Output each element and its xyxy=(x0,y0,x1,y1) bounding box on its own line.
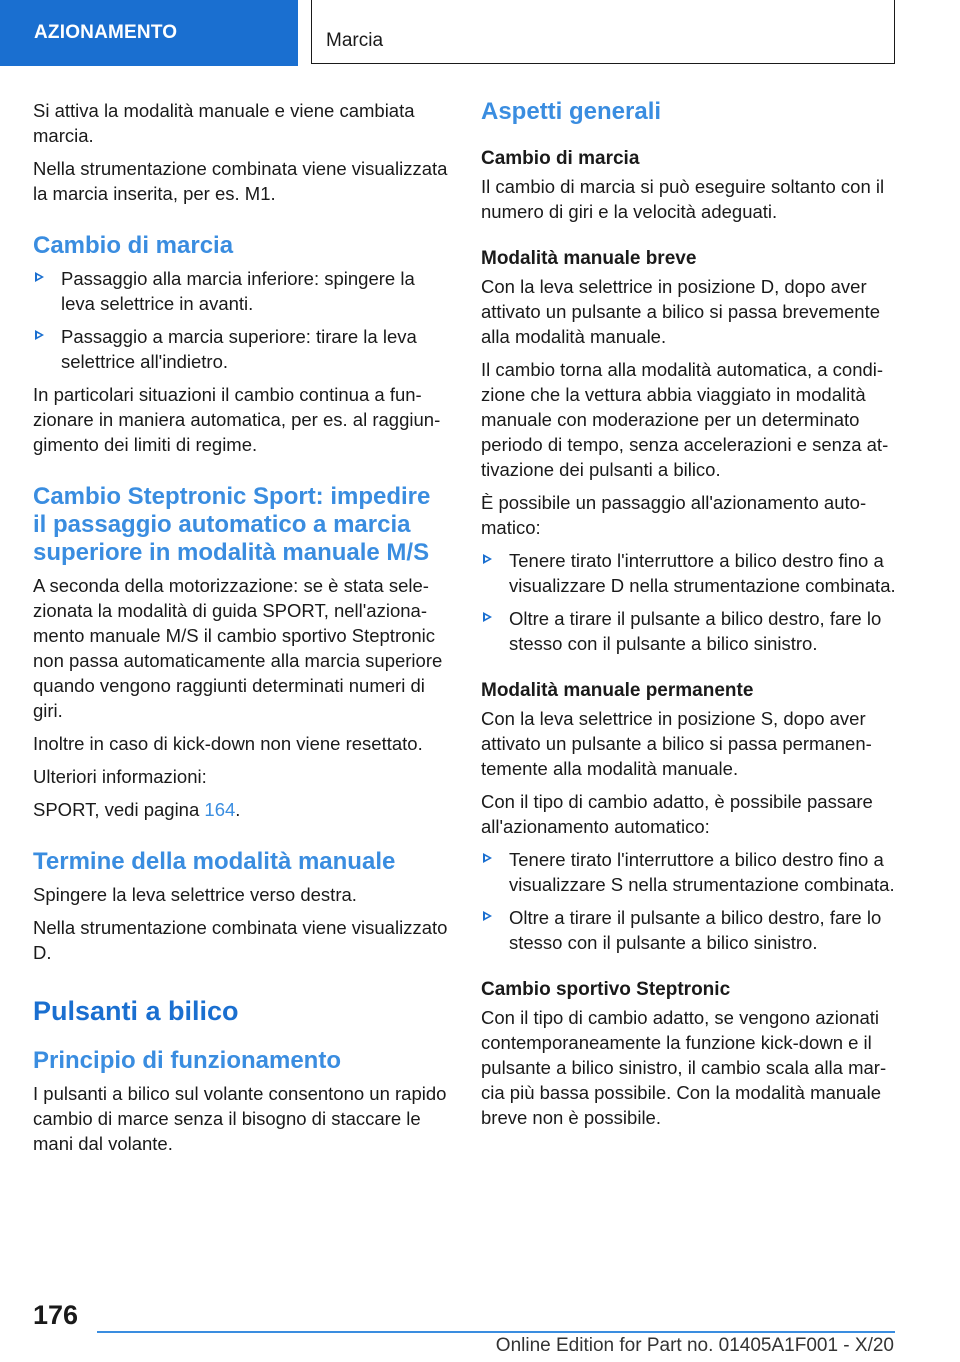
bullet-list xyxy=(33,266,448,374)
triangle-bullet-icon xyxy=(35,330,44,340)
page-link[interactable]: 164 xyxy=(204,799,236,820)
list-item: Tenere tirato l'interruttore a bilico destro fino a visualizzare D nella strumentazione combinata. xyxy=(481,548,896,598)
paragraph: Con il tipo di cambio adatto, se vengono azionati contemporaneamente la funzione kick-down e il pulsante a bilico sinistro, il cambio scala alla marcia più bassa possibile. Con la modalità manuale breve non è possibile. xyxy=(481,1007,887,1128)
heading-steptronic-sport: Cambio Steptronic Sport: impedire il passaggio automatico a marcia superiore in modalità manuale M/S xyxy=(33,483,431,566)
list-item: Passaggio alla marcia inferiore: spingere la leva selettrice in avanti. xyxy=(33,266,448,316)
paragraph: A seconda della motorizzazione: se è stata selezionata la modalità di guida SPORT, nell'azionamento manuale M/S il cambio sportivo Steptronic non passa automaticamente alla marcia superiore quando vengono raggiunti determinati numeri di giri. xyxy=(33,575,443,721)
chapter-title: Marcia xyxy=(311,0,895,64)
paragraph: Con il tipo di cambio adatto, è possibile passare all'azionamento automatico: xyxy=(481,791,873,837)
paragraph: Il cambio torna alla modalità automatica, a condizione che la vettura abbia viaggiato in modalità manuale con moderazione per un determinato periodo di tempo, senza accelerazioni e senza attivazione dei pulsanti a bilico. xyxy=(481,359,889,480)
right-column xyxy=(481,98,896,1138)
paragraph: Ulteriori informazioni: xyxy=(33,766,207,787)
paragraph: Inoltre in caso di kick-down non viene resettato. xyxy=(33,733,423,754)
heading-termine-modalita-manuale: Termine della modalità manuale xyxy=(33,848,396,875)
left-column xyxy=(33,98,448,1164)
heading-pulsanti-a-bilico: Pulsanti a bilico xyxy=(33,996,239,1026)
triangle-bullet-icon xyxy=(483,853,492,863)
page-header xyxy=(0,0,960,66)
paragraph: Nella strumentazione combinata viene visualizzato D. xyxy=(33,917,448,963)
paragraph: Si attiva la modalità manuale e viene cambiata marcia. xyxy=(33,100,415,146)
triangle-bullet-icon xyxy=(35,272,44,282)
footer-divider xyxy=(97,1331,895,1333)
paragraph: È possibile un passaggio all'azionamento automatico: xyxy=(481,492,867,538)
paragraph: SPORT, vedi pagina 164. xyxy=(33,799,241,820)
page-number: 176 xyxy=(33,1300,79,1330)
paragraph: Spingere la leva selettrice verso destra. xyxy=(33,884,357,905)
paragraph: Con la leva selettrice in posizione D, dopo aver attivato un pulsante a bilico si passa brevemente alla modalità manuale. xyxy=(481,276,881,347)
list-item: Tenere tirato l'interruttore a bilico destro fino a visualizzare S nella strumentazione combinata. xyxy=(481,847,896,897)
triangle-bullet-icon xyxy=(483,911,492,921)
paragraph: In particolari situazioni il cambio continua a funzionare in maniera automatica, per es. al raggiungimento dei limiti di regime. xyxy=(33,384,441,455)
subheading-modalita-manuale-breve: Modalità manuale breve xyxy=(481,248,697,269)
triangle-bullet-icon xyxy=(483,612,492,622)
paragraph: Con la leva selettrice in posizione S, dopo aver attivato un pulsante a bilico si passa permanentemente alla modalità manuale. xyxy=(481,708,872,779)
paragraph: Nella strumentazione combinata viene visualizzata la marcia inserita, per es. M1. xyxy=(33,158,448,204)
list-item: Oltre a tirare il pulsante a bilico destro, fare lo stesso con il pulsante a bilico sinistro. xyxy=(481,606,896,656)
bullet-list xyxy=(481,548,896,656)
subheading-cambio-sportivo-steptronic: Cambio sportivo Steptronic xyxy=(481,979,731,1000)
section-tab: AZIONAMENTO xyxy=(0,0,298,66)
list-item: Passaggio a marcia superiore: tirare la leva selettrice all'indietro. xyxy=(33,324,448,374)
edition-footer: Online Edition for Part no. 01405A1F001 - X/20 xyxy=(495,1335,894,1356)
subheading-modalita-manuale-permanente: Modalità manuale permanente xyxy=(481,680,754,701)
subheading-cambio-di-marcia: Cambio di marcia xyxy=(481,148,640,169)
paragraph: Il cambio di marcia si può eseguire soltanto con il numero di giri e la velocità adeguati. xyxy=(481,176,885,222)
triangle-bullet-icon xyxy=(483,554,492,564)
heading-principio-funzionamento: Principio di funzionamento xyxy=(33,1047,341,1074)
paragraph: I pulsanti a bilico sul volante consentono un rapido cambio di marce senza il bisogno di staccare le mani dal volante. xyxy=(33,1083,447,1154)
list-item: Oltre a tirare il pulsante a bilico destro, fare lo stesso con il pulsante a bilico sinistro. xyxy=(481,905,896,955)
bullet-list xyxy=(481,847,896,955)
heading-aspetti-generali: Aspetti generali xyxy=(481,98,662,125)
heading-cambio-di-marcia: Cambio di marcia xyxy=(33,232,234,259)
